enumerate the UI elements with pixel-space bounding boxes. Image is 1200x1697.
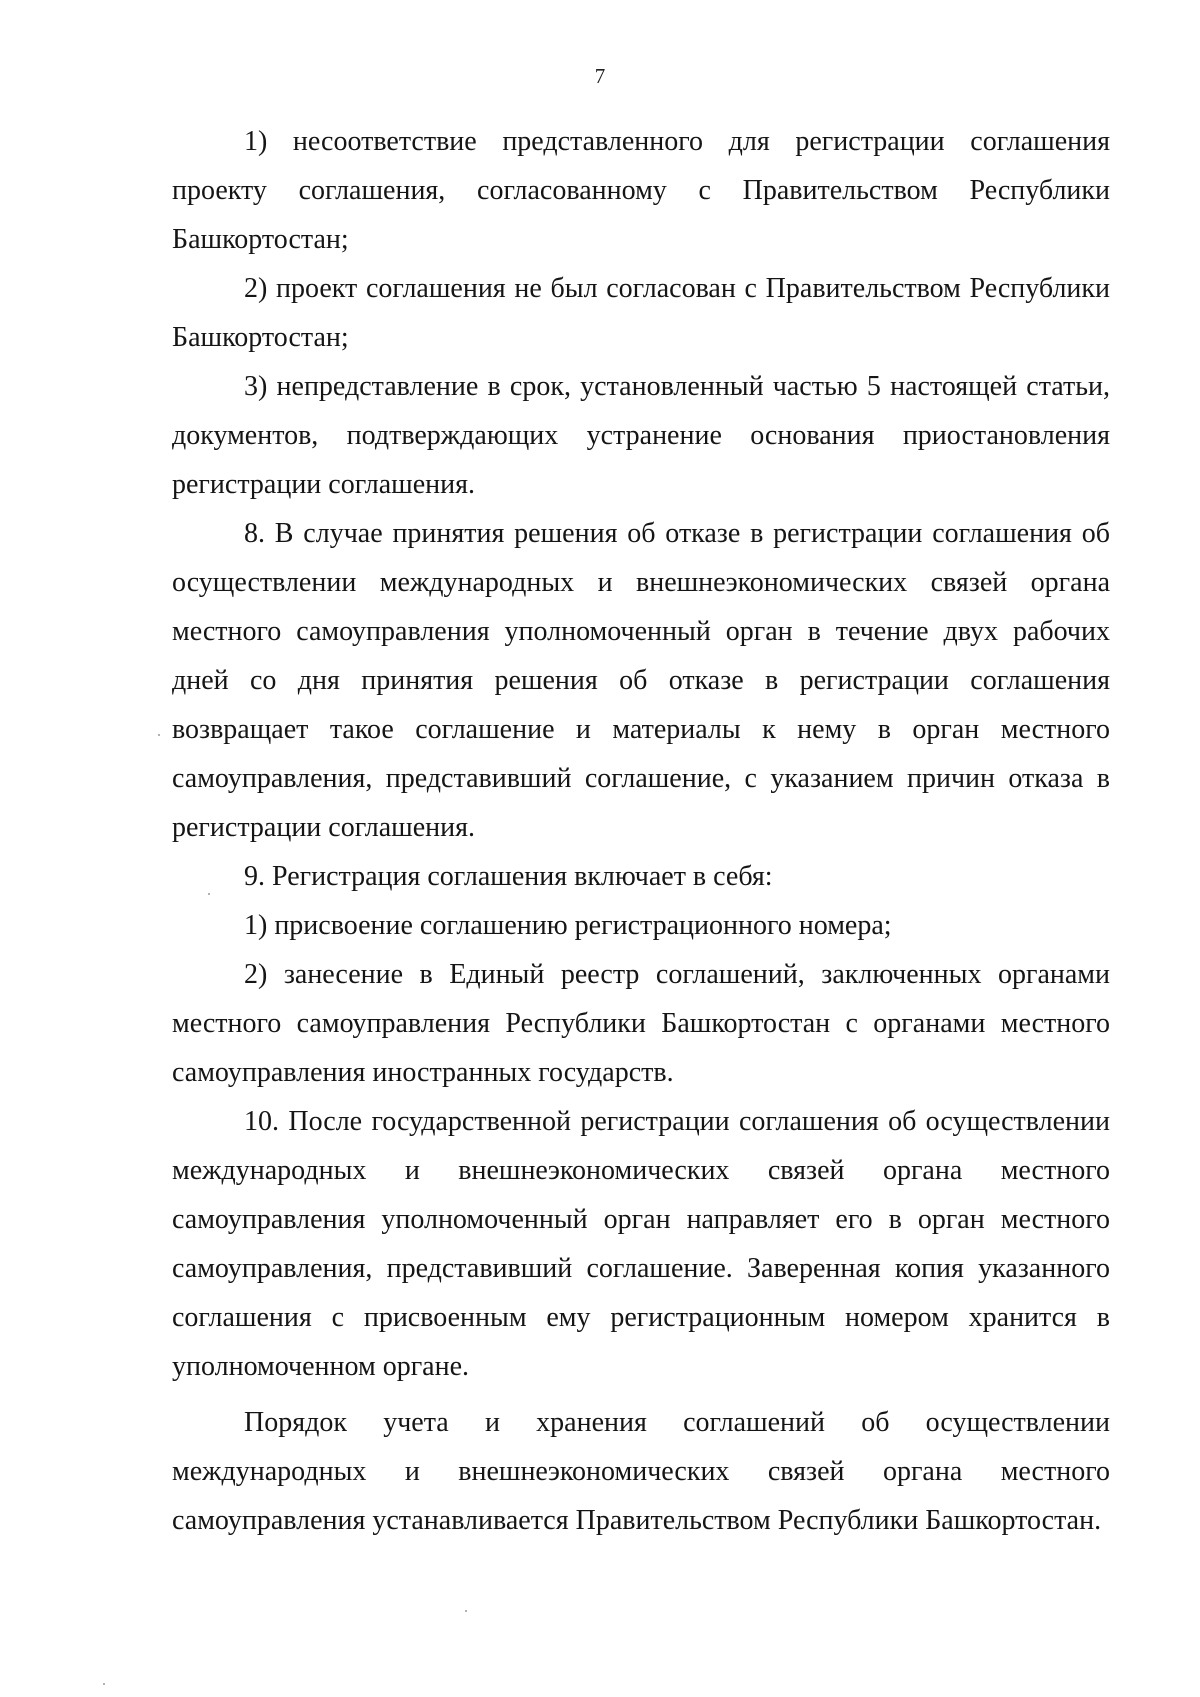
paragraph-9: 9. Регистрация соглашения включает в себя: — [244, 861, 773, 892]
paragraph-item-3: 3) непредставление в срок, установленный частью 5 настоящей статьи, документов, подтверждающих устранение основания приостановления регистрации соглашения. — [172, 371, 1110, 500]
scan-speck — [103, 1683, 105, 1685]
scan-speck — [208, 893, 210, 895]
paragraph-order: Порядок учета и хранения соглашений об осуществлении международных и внешнеэкономических связей органа местного самоуправления устанавливается Правительством Республики Башкортостан. — [172, 1407, 1110, 1536]
scan-speck — [158, 734, 160, 736]
paragraph-10: 10. После государственной регистрации соглашения об осуществлении международных и внешнеэкономических связей органа местного самоуправления уполномоченный орган направляет его в орган местного самоуправления, представивший соглашение. Заверенная копия указанного соглашения с присвоенным ему регистрационным номером хранится в уполномоченном органе. — [172, 1106, 1110, 1382]
document-body — [172, 117, 1110, 1545]
page-number: 7 — [594, 64, 606, 88]
paragraph-9-item-2: 2) занесение в Единый реестр соглашений, заключенных органами местного самоуправления Республики Башкортостан с органами местного самоуправления иностранных государств. — [172, 959, 1110, 1088]
paragraph-8: 8. В случае принятия решения об отказе в регистрации соглашения об осуществлении международных и внешнеэкономических связей органа местного самоуправления уполномоченный орган в течение двух рабочих дней со дня принятия решения об отказе в регистрации соглашения возвращает такое соглашение и материалы к нему в орган местного самоуправления, представивший соглашение, с указанием причин отказа в регистрации соглашения. — [172, 518, 1110, 843]
paragraph-9-item-1: 1) присвоение соглашению регистрационного номера; — [244, 910, 892, 941]
scan-speck — [465, 1610, 467, 1612]
paragraph-item-1: 1) несоответствие представленного для регистрации соглашения проекту соглашения, согласованному с Правительством Республики Башкортостан; — [172, 126, 1110, 255]
paragraph-item-2: 2) проект соглашения не был согласован с Правительством Республики Башкортостан; — [172, 273, 1110, 353]
